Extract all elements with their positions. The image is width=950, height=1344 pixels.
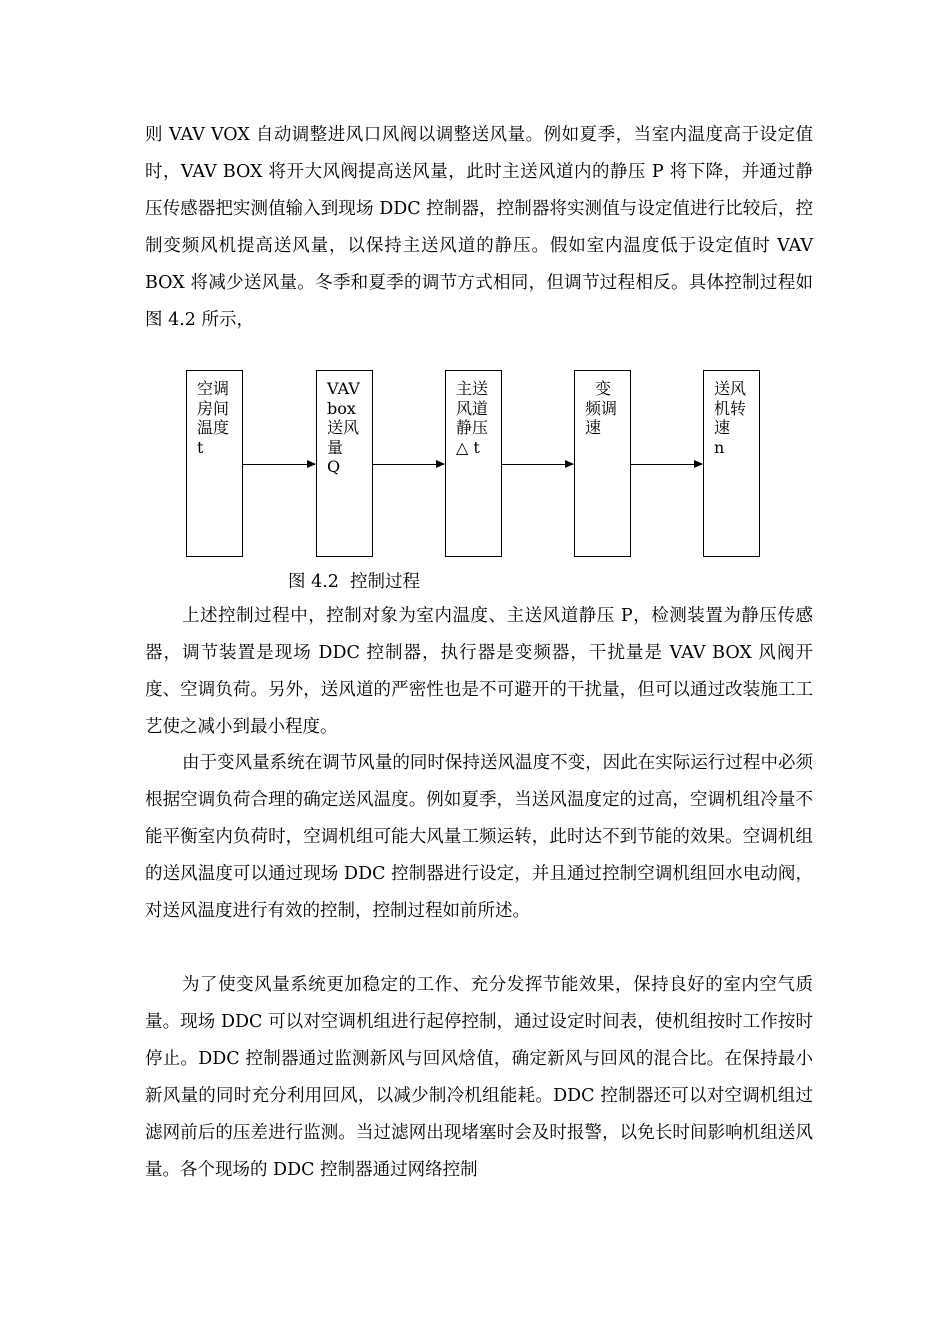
diagram-box-duct-static-pressure — [445, 370, 502, 557]
paragraph-2: 上述控制过程中，控制对象为室内温度、主送风道静压 P，检测装置为静压传感器，调节装置是现场 DDC 控制器，执行器是变频器，干扰量是 VAV BOX 风阀开度、空调负荷。另外，送风道的严密性也是不可避开的干扰量，但可以通过改装施工工艺使之减小到最小程度。 — [145, 606, 813, 737]
paragraph-1: 则 VAV VOX 自动调整进风口风阀以调整送风量。例如夏季，当室内温度高于设定值时，VAV BOX 将开大风阀提高送风量，此时主送风道内的静压 P 将下降，并通过静压传感器把实测值输入到现场 DDC 控制器，控制器将实测值与设定值进行比较后，控制变频风机提高送风量，以保持主送风道的静压。假如室内温度低于设定值时 VAV BOX 将减少送风量。冬季和夏季的调节方式相同，但调节过程相反。具体控制过程如图 4.2 所示， — [145, 125, 813, 330]
box-label: 送风 机转 速 n — [714, 379, 747, 457]
box-label: VAV box 送风 量 Q — [327, 379, 360, 476]
paragraph-4: 为了使变风量系统更加稳定的工作、充分发挥节能效果，保持良好的室内空气质量。现场 DDC 可以对空调机组进行起停控制，通过设定时间表，使机组按时工作按时停止。DDC 控制器通过监测新风与回风焓值，确定新风与回风的混合比。在保持最小新风量的同时充分利用回风，以减少制冷机组能耗。DDC 控制器还可以对空调机组过滤网前后的压差进行监测。当过滤网出现堵塞时会及时报警，以免长时间影响机组送风量。各个现场的 DDC 控制器通过网络控制 — [145, 975, 813, 1180]
box-label: 空调 房间 温度 t — [197, 379, 230, 457]
diagram-box-room-temperature — [186, 370, 243, 557]
arrow-right-icon — [243, 464, 315, 465]
arrow-right-icon — [631, 464, 702, 465]
box-label: 主送 风道 静压 △ t — [456, 379, 489, 457]
figure-caption: 图 4.2 控制过程 — [288, 572, 421, 592]
arrow-right-icon — [373, 464, 444, 465]
box-label: 变 频调 速 — [585, 379, 618, 437]
arrow-right-icon — [502, 464, 573, 465]
paragraph-3: 由于变风量系统在调节风量的同时保持送风温度不变，因此在实际运行过程中必须根据空调负荷合理的确定送风温度。例如夏季，当送风温度定的过高，空调机组冷量不能平衡室内负荷时，空调机组可能大风量工频运转，此时达不到节能的效果。空调机组的送风温度可以通过现场 DDC 控制器进行设定，并且通过控制空调机组回水电动阀，对送风温度进行有效的控制，控制过程如前所述。 — [145, 753, 813, 921]
diagram-box-fan-speed — [703, 370, 760, 557]
diagram-box-variable-frequency — [574, 370, 631, 557]
diagram-box-vav-airflow — [316, 370, 373, 557]
